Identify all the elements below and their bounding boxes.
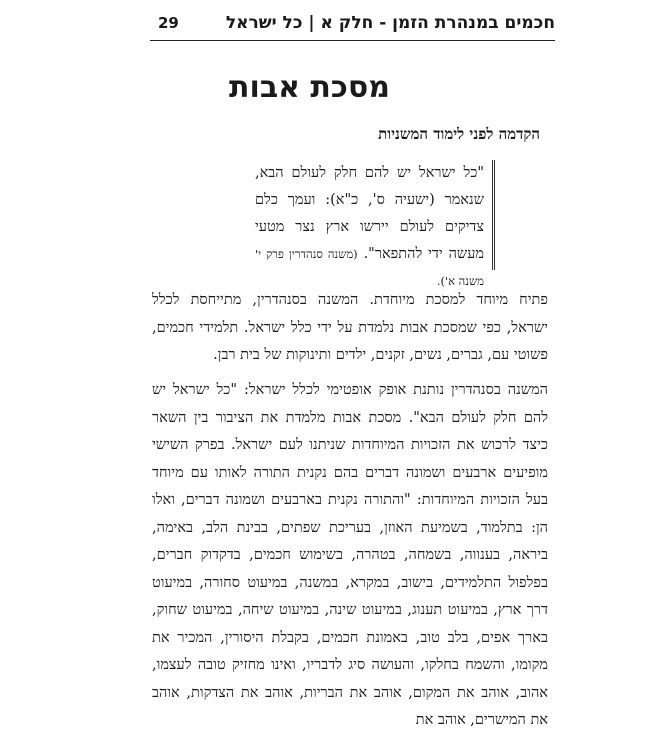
paragraph-main: המשנה בסנהדרין נותנת אופק אופטימי לכלל ישראל: "כל ישראל יש להם חלק לעולם הבא". מסכת אבות מלמדת את הציבור בין השאר כיצד לרכוש את הזכויות המיוחדות שניתנו לעם ישראל. בפרק השישי מופיעים ארבעים ושמונה דברים בהם נקנית התורה לאותו עם מיוחד בעל הזכויות המיוחדות: "והתורה נקנית בארבעים ושמונה דברים, ואלו הן: בתלמוד, בשמיעת האוזן, בעריכת שפתים, בבינת הלב, באימה, ביראה, בענווה, בשמחה, בטהרה, בשימוש חכמים, בדקדוק חברים, בפלפול התלמידים, בישוב, במקרא, במשנה, במיעוט סחורה, במיעוט דרך ארץ, במיעוט תענוג, במיעוט שינה, במיעוט שיחה, במיעוט שחוק, בארך אפים, בלב טוב, באמונת חכמים, בקבלת היסורין, המכיר את מקומו, והשמח בחלקו, והעושה סיג לדבריו, ואינו מחזיק טובה לעצמו, אהוב, אוהב את המקום, אוהב את הבריות, אוהב את הצדקות, אוהב את המישרים, אוהב את <box>152 382 548 728</box>
tractate-title: מסכת אבות <box>229 70 390 105</box>
page-number: 29 <box>158 14 179 32</box>
running-head: חכמים במנהרת הזמן - חלק א | כל ישראל <box>225 13 555 33</box>
section-heading: הקדמה לפני לימוד המשניות <box>378 125 540 143</box>
header-rule <box>150 40 555 41</box>
quote-body: "כל ישראל יש להם חלק לעולם הבא, שנאמר (ישעיה ס', כ"א): ועמך כלם צדיקים לעולם יירשו ארץ נצר מטעי מעשה ידי להתפאר". <box>255 165 485 262</box>
paragraph-intro: פתיח מיוחד למסכת מיוחדת. המשנה בסנהדרין, מתייחסת לכלל ישראל, כפי שמסכת אבות נלמדת על ידי כלל ישראל. תלמידי חכמים, פשוטי עם, גברים, נשים, זקנים, ילדים ותינוקות של בית רבן. <box>152 292 548 363</box>
quote-source: (משנה סנהדרין פרק י' משנה א'). <box>255 247 484 288</box>
quote-block <box>255 160 495 288</box>
quote-text <box>255 160 484 295</box>
